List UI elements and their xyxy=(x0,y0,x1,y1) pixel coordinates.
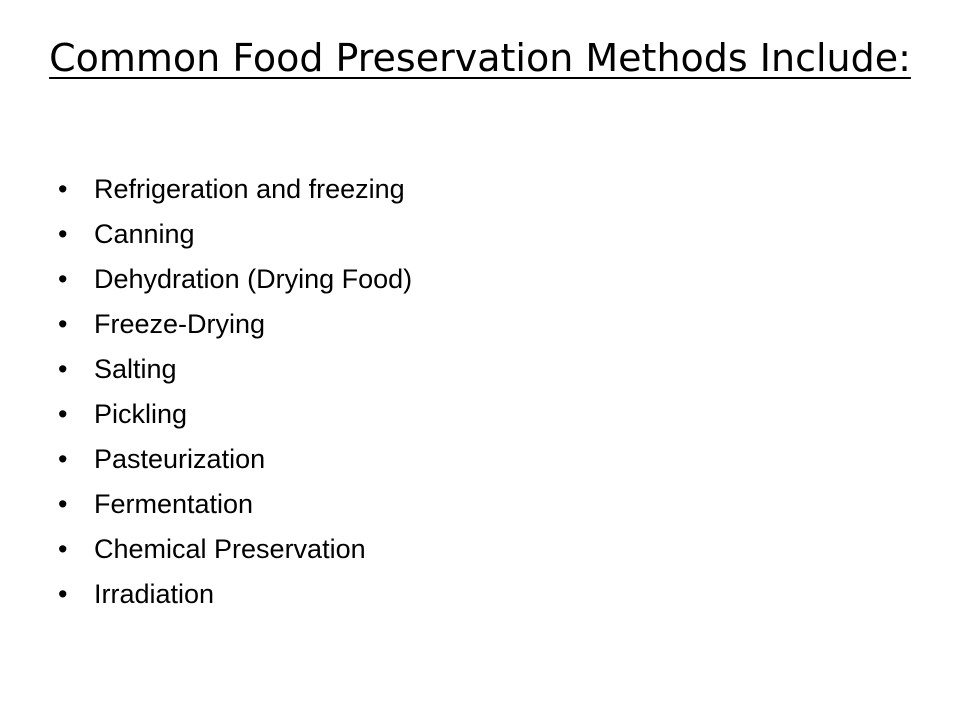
list-item xyxy=(58,437,412,482)
list-item-text: Pasteurization xyxy=(94,444,266,474)
list-item-text: Salting xyxy=(94,354,177,384)
list-item-text: Canning xyxy=(94,219,195,249)
list-item xyxy=(58,302,412,347)
bullet-icon: • xyxy=(58,534,68,564)
list-item-text: Freeze-Drying xyxy=(94,309,266,339)
list-item-text: Refrigeration and freezing xyxy=(94,174,405,204)
bullet-icon: • xyxy=(58,489,68,519)
bullet-icon: • xyxy=(58,219,68,249)
list-item xyxy=(58,167,412,212)
list-item xyxy=(58,347,412,392)
list-item-text: Chemical Preservation xyxy=(94,534,366,564)
bullet-icon: • xyxy=(58,354,68,384)
list-item-text: Irradiation xyxy=(94,579,215,609)
bullet-icon: • xyxy=(58,399,68,429)
bullet-icon: • xyxy=(58,309,68,339)
bullet-icon: • xyxy=(58,579,68,609)
list-item xyxy=(58,572,412,617)
slide-title: Common Food Preservation Methods Include: xyxy=(49,36,911,80)
list-item-text: Dehydration (Drying Food) xyxy=(94,264,413,294)
bullet-list xyxy=(58,167,412,617)
list-item xyxy=(58,527,412,572)
bullet-icon: • xyxy=(58,264,68,294)
list-item xyxy=(58,212,412,257)
list-item xyxy=(58,257,412,302)
list-item xyxy=(58,482,412,527)
list-item-text: Pickling xyxy=(94,399,188,429)
list-item-text: Fermentation xyxy=(94,489,254,519)
bullet-icon: • xyxy=(58,444,68,474)
list-item xyxy=(58,392,412,437)
bullet-icon: • xyxy=(58,174,68,204)
